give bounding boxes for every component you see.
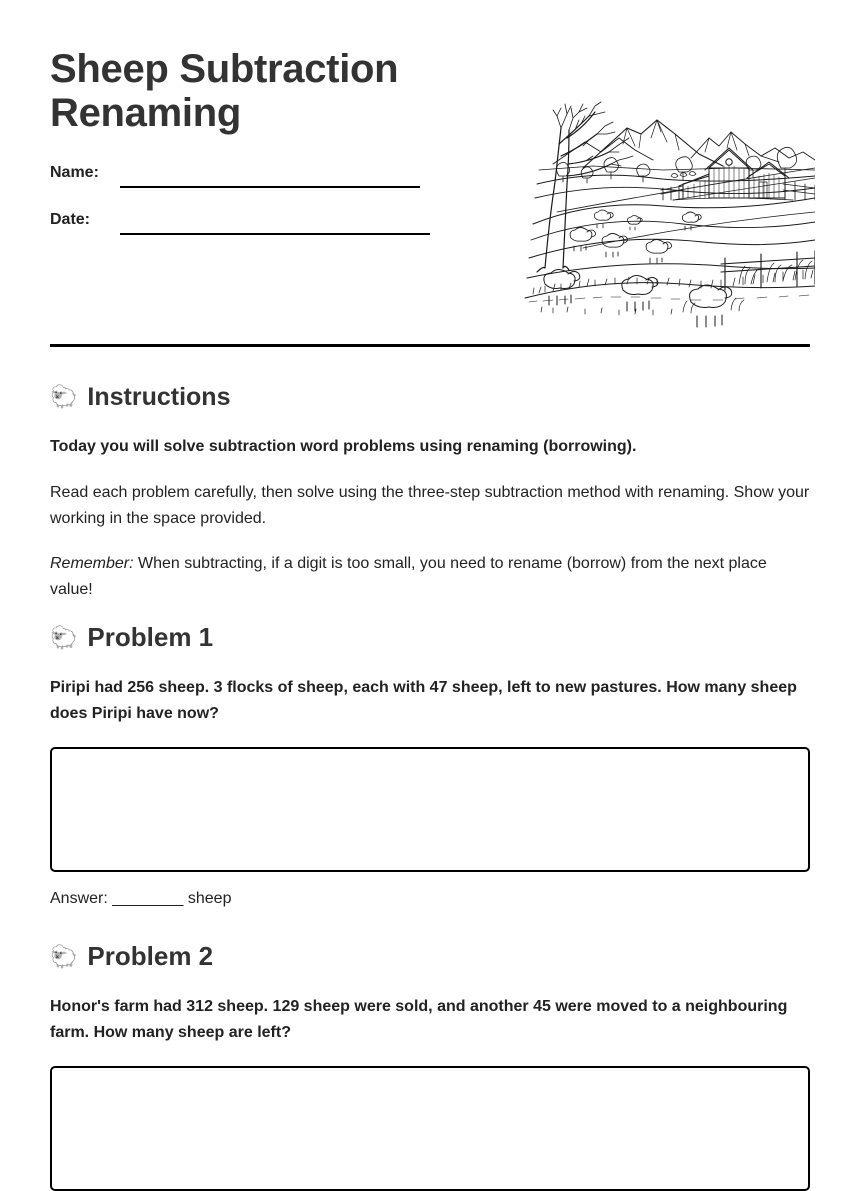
remember-label: Remember: bbox=[50, 555, 134, 573]
remember-text: When subtracting, if a digit is too small, you need to rename (borrow) from the next place value! bbox=[50, 555, 767, 599]
page-title: Sheep Subtraction Renaming bbox=[50, 47, 399, 135]
sheep-icon: 🐑 bbox=[50, 625, 78, 651]
instructions-body: Read each problem carefully, then solve using the three-step subtraction method with renaming. Show your working in the space provided. bbox=[50, 483, 810, 527]
sheep-icon: 🐑 bbox=[50, 384, 78, 410]
date-label: Date: bbox=[50, 211, 91, 228]
problem-1-question: Piripi had 256 sheep. 3 flocks of sheep, each with 47 sheep, left to new pastures. How many sheep does Piripi have now? bbox=[50, 679, 797, 723]
name-field-row bbox=[50, 160, 470, 207]
problem-2-work-box[interactable] bbox=[50, 1066, 810, 1191]
instructions-remember bbox=[50, 551, 810, 603]
worksheet-header bbox=[0, 0, 860, 300]
problem-1-heading-label: Problem 1 bbox=[87, 622, 214, 653]
date-input-line[interactable] bbox=[120, 233, 430, 235]
date-field-row bbox=[50, 207, 470, 254]
problem-2-heading bbox=[50, 942, 810, 972]
instructions-lead: Today you will solve subtraction word problems using renaming (borrowing). bbox=[50, 437, 637, 455]
sheep-icon: 🐑 bbox=[50, 943, 78, 969]
instructions-heading bbox=[50, 383, 810, 412]
section-spacer bbox=[50, 908, 810, 942]
problem-2-question: Honor's farm had 312 sheep. 129 sheep were sold, and another 45 were moved to a neighbouring farm. How many sheep are left? bbox=[50, 997, 788, 1041]
problem-1-heading bbox=[50, 623, 810, 653]
problem-1-work-box[interactable] bbox=[50, 747, 810, 872]
problem-2-heading-label: Problem 2 bbox=[87, 940, 214, 971]
header-divider bbox=[50, 344, 810, 347]
instructions-heading-label: Instructions bbox=[87, 383, 231, 411]
name-input-line[interactable] bbox=[120, 186, 420, 188]
worksheet-content bbox=[50, 383, 810, 1191]
name-label: Name: bbox=[50, 164, 99, 181]
problem-1-answer-line[interactable]: Answer: ________ sheep bbox=[50, 889, 232, 907]
farm-landscape-illustration bbox=[523, 72, 815, 330]
student-fields bbox=[50, 160, 470, 254]
